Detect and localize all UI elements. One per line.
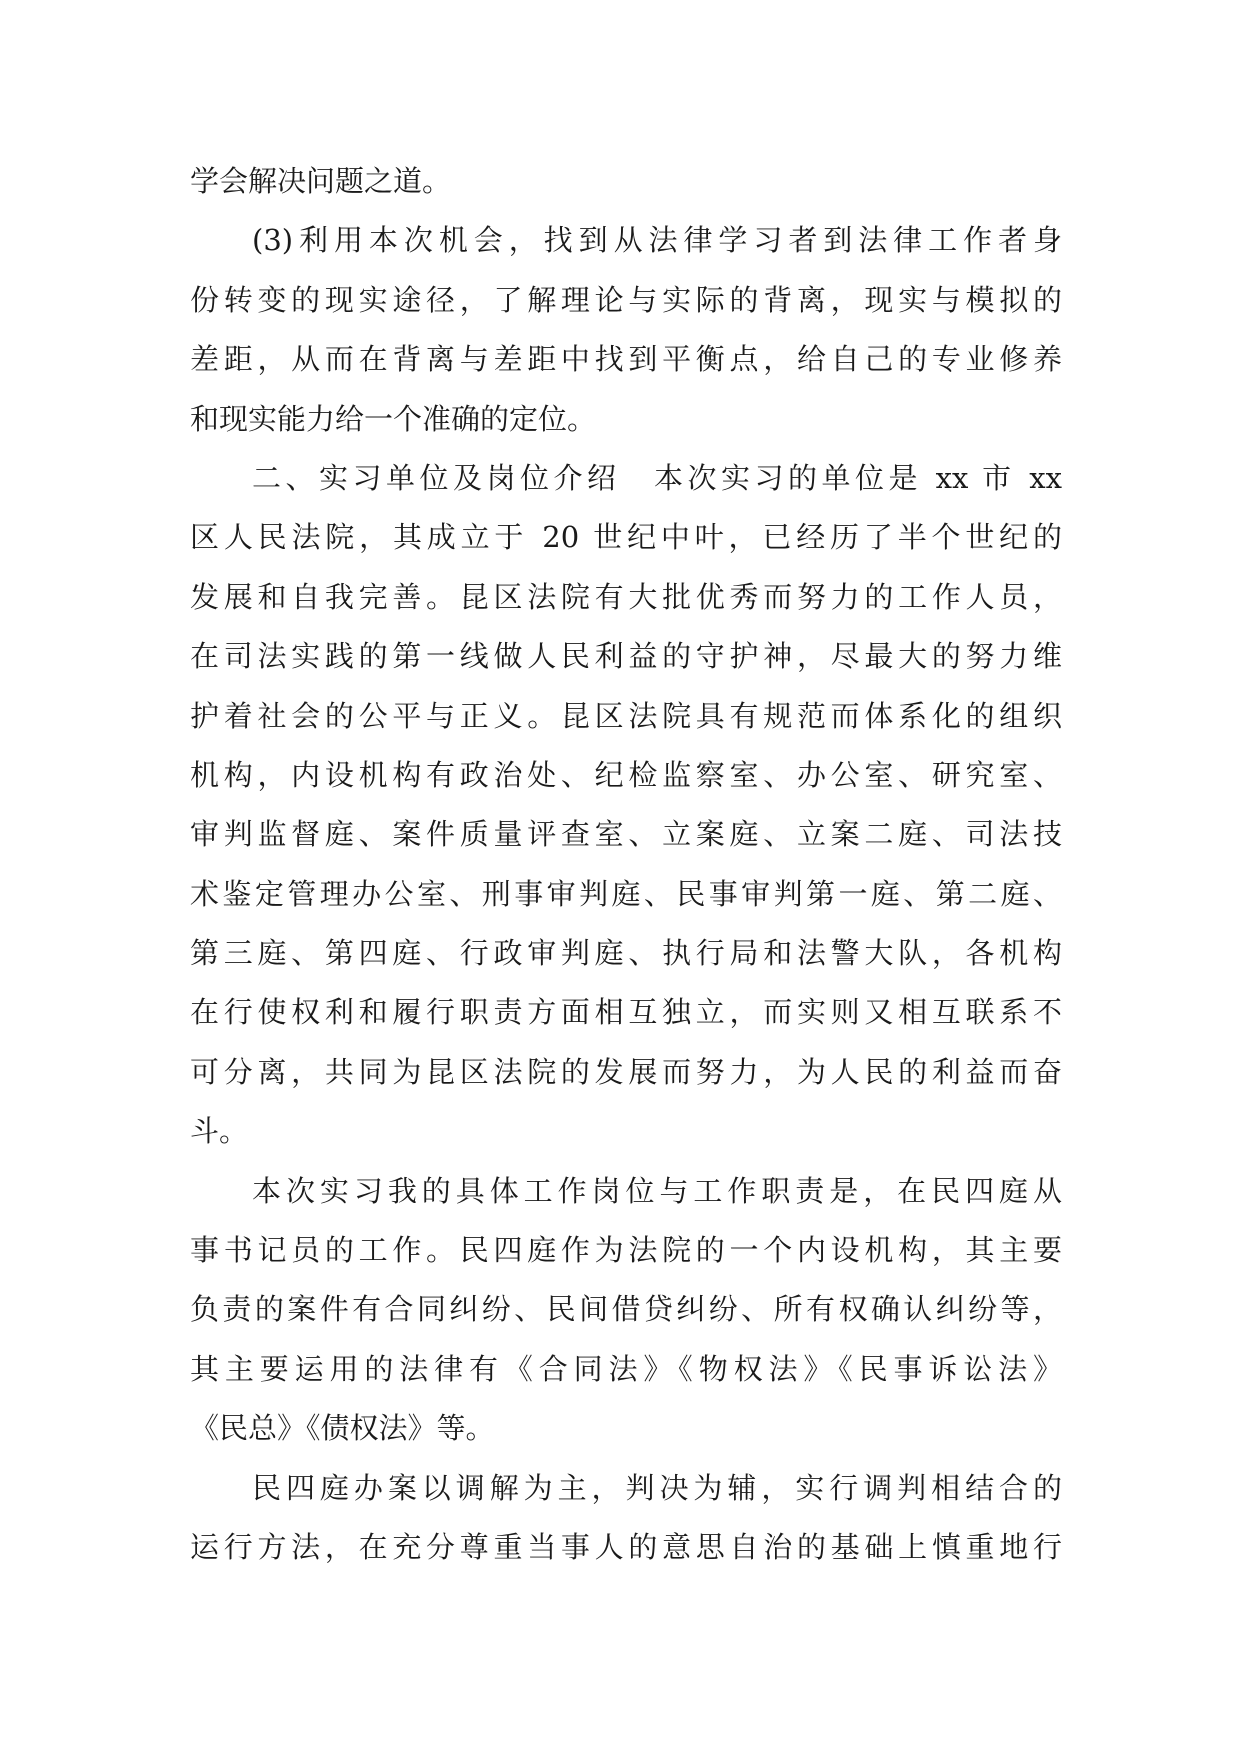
text-line: 机构，内设机构有政治处、纪检监察室、办公室、研究室、 <box>190 757 1062 792</box>
text-line: 民四庭办案以调解为主，判决为辅，实行调判相结合的 <box>252 1470 1062 1505</box>
text-line: 份转变的现实途径，了解理论与实际的背离，现实与模拟的 <box>190 282 1062 317</box>
section-heading-line: 二、实习单位及岗位介绍 本次实习的单位是 xx 市 xx <box>252 460 1062 495</box>
text-line: 区人民法院，其成立于 20 世纪中叶，已经历了半个世纪的 <box>190 520 1062 555</box>
text-line: 审判监督庭、案件质量评查室、立案庭、立案二庭、司法技 <box>190 817 1062 852</box>
text-line: 其主要运用的法律有《合同法》《物权法》《民事诉讼法》 <box>190 1351 1062 1386</box>
text-line: 本次实习我的具体工作岗位与工作职责是，在民四庭从 <box>252 1173 1062 1208</box>
text-line: 《民总》《债权法》等。 <box>190 1411 495 1446</box>
text-line: 在司法实践的第一线做人民利益的守护神，尽最大的努力维 <box>190 639 1062 674</box>
text-line: 斗。 <box>190 1114 249 1149</box>
text-line: 学会解决问题之道。 <box>190 164 452 198</box>
text-line: 在行使权利和履行职责方面相互独立，而实则又相互联系不 <box>190 995 1062 1030</box>
text-line: 第三庭、第四庭、行政审判庭、执行局和法警大队，各机构 <box>190 936 1062 971</box>
text-line: 运行方法，在充分尊重当事人的意思自治的基础上慎重地行 <box>190 1529 1062 1564</box>
text-line: 发展和自我完善。昆区法院有大批优秀而努力的工作人员， <box>190 579 1062 614</box>
text-line: 护着社会的公平与正义。昆区法院具有规范而体系化的组织 <box>190 698 1062 733</box>
text-line: 可分离，共同为昆区法院的发展而努力，为人民的利益而奋 <box>190 1054 1062 1089</box>
body-text <box>190 152 1062 1577</box>
text-line: 负责的案件有合同纠纷、民间借贷纠纷、所有权确认纠纷等， <box>190 1292 1062 1327</box>
text-line: 事书记员的工作。民四庭作为法院的一个内设机构，其主要 <box>190 1233 1062 1268</box>
text-line: 差距，从而在背离与差距中找到平衡点，给自己的专业修养 <box>190 342 1062 377</box>
text-line: 和现实能力给一个准确的定位。 <box>190 401 597 436</box>
text-line: (3)利用本次机会，找到从法律学习者到法律工作者身 <box>252 223 1062 258</box>
text-line: 术鉴定管理办公室、刑事审判庭、民事审判第一庭、第二庭、 <box>190 876 1062 911</box>
